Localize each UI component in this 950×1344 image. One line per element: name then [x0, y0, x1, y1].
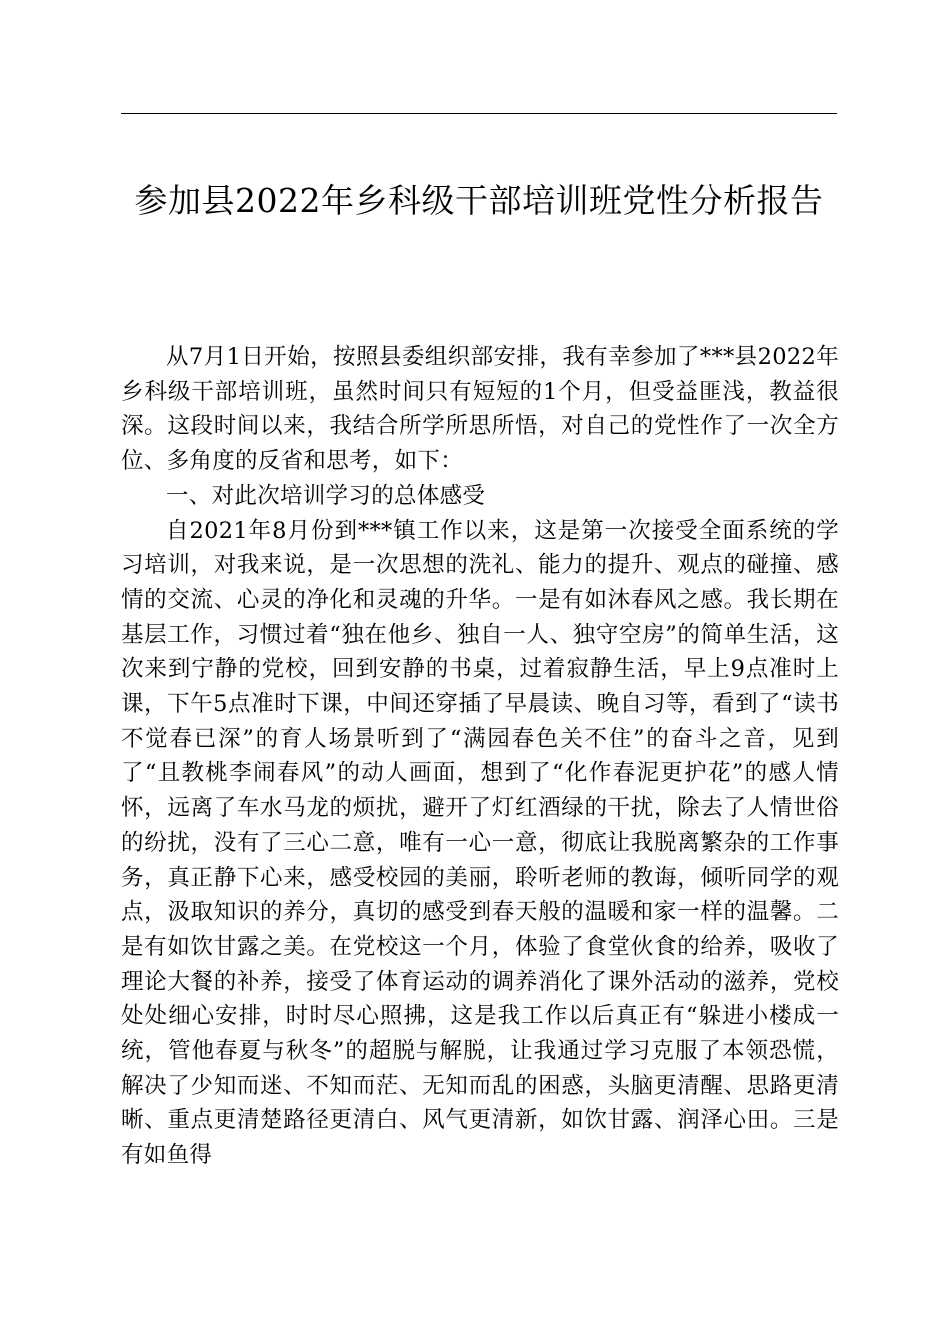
header-rule — [121, 113, 837, 114]
document-body — [121, 340, 839, 1173]
paragraph-main: 自2021年8月份到***镇工作以来，这是第一次接受全面系统的学习培训，对我来说，是一次思想的洗礼、能力的提升、观点的碰撞、感情的交流、心灵的净化和灵魂的升华。一是有如沐春风之感。我长期在基层工作，习惯过着“独在他乡、独自一人、独守空房”的简单生活，这次来到宁静的党校，回到安静的书桌，过着寂静生活，早上9点准时上课，下午5点准时下课，中间还穿插了早晨读、晚自习等，看到了“读书不觉春已深”的育人场景听到了“满园春色关不住”的奋斗之音，见到了“且教桃李闹春风”的动人画面，想到了“化作春泥更护花”的感人情怀，远离了车水马龙的烦扰，避开了灯红酒绿的干扰，除去了人情世俗的纷扰，没有了三心二意，唯有一心一意，彻底让我脱离繁杂的工作事务，真正静下心来，感受校园的美丽，聆听老师的教诲，倾听同学的观点，汲取知识的养分，真切的感受到春天般的温暖和家一样的温馨。二是有如饮甘露之美。在党校这一个月，体验了食堂伙食的给养，吸收了理论大餐的补养，接受了体育运动的调养消化了课外活动的滋养，党校处处细心安排，时时尽心照拂，这是我工作以后真正有“躲进小楼成一统，管他春夏与秋冬”的超脱与解脱，让我通过学习克服了本领恐慌，解决了少知而迷、不知而茫、无知而乱的困惑，头脑更清醒、思路更清晰、重点更清楚路径更清白、风气更清新，如饮甘露、润泽心田。三是有如鱼得 — [121, 517, 839, 1169]
document-title: 参加县2022年乡科级干部培训班党性分析报告 — [134, 181, 824, 220]
section-heading: 一、对此次培训学习的总体感受 — [166, 482, 486, 509]
paragraph-intro: 从7月1日开始，按照县委组织部安排，我有幸参加了***县2022年乡科级干部培训班，虽然时间只有短短的1个月，但受益匪浅，教益很深。这段时间以来，我结合所学所思所悟，对自己的党性作了一次全方位、多角度的反省和思考，如下： — [121, 344, 839, 475]
